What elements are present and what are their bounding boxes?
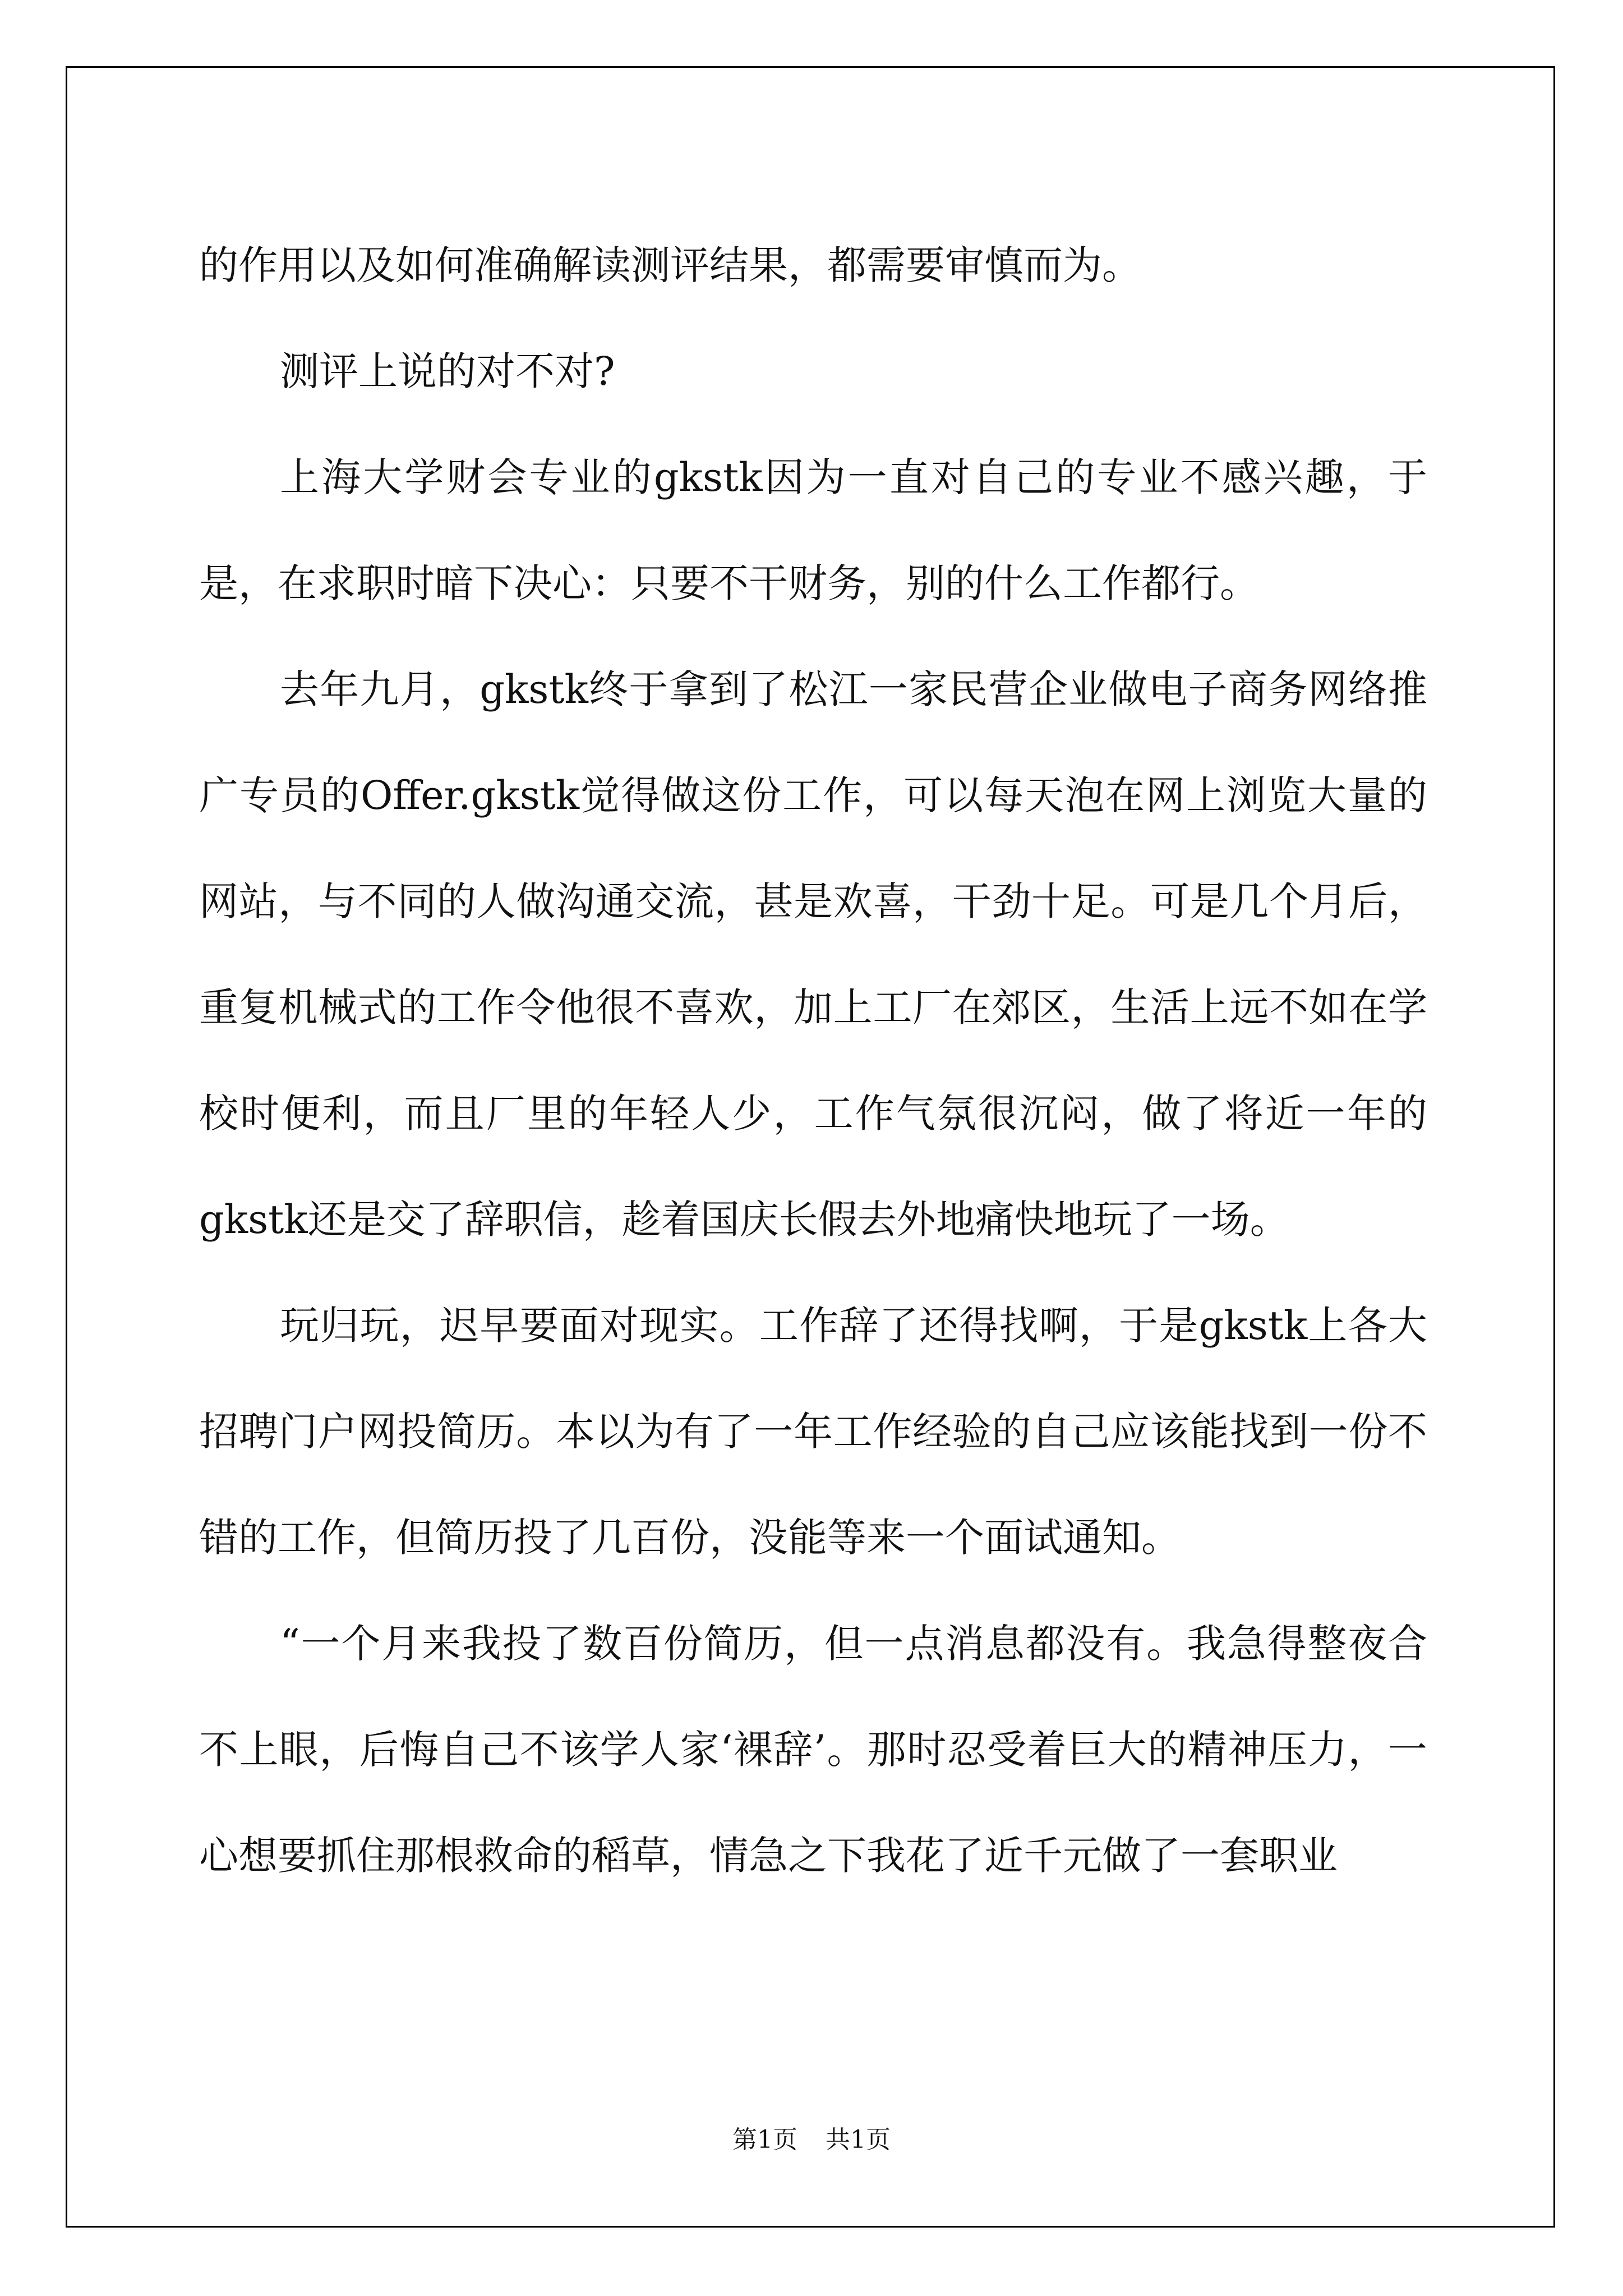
paragraph: “一个月来我投了数百份简历，但一点消息都没有。我急得整夜合不上眼，后悔自己不该学人家‘裸辞’。那时忍受着巨大的精神压力，一心想要抓住那根救命的稻草，情急之下我花了近千元做了一套职业: [199, 1621, 1427, 1879]
paragraph: 玩归玩，迟早要面对现实。工作辞了还得找啊，于是gkstk上各大招聘门户网投简历。本以为有了一年工作经验的自己应该能找到一份不错的工作，但简历投了几百份，没能等来一个面试通知。: [199, 1303, 1427, 1561]
document-body: [199, 213, 1427, 1909]
page-number: 第1页: [732, 2125, 797, 2154]
paragraph: 测评上说的对不对?: [280, 348, 615, 394]
paragraph: 的作用以及如何准确解读测评结果，都需要审慎而为。: [199, 242, 1141, 288]
page-total: 共1页: [826, 2125, 891, 2154]
paragraph: 上海大学财会专业的gkstk因为一直对自己的专业不感兴趣，于是，在求职时暗下决心：只要不干财务，别的什么工作都行。: [199, 454, 1427, 606]
paragraph: 去年九月，gkstk终于拿到了松江一家民营企业做电子商务网络推广专员的Offer.gkstk觉得做这份工作，可以每天泡在网上浏览大量的网站，与不同的人做沟通交流，甚是欢喜，干劲十足。可是几个月后，重复机械式的工作令他很不喜欢，加上工厂在郊区，生活上远不如在学校时便利，而且厂里的年轻人少，工作气氛很沉闷，做了将近一年的gkstk还是交了辞职信，趁着国庆长假去外地痛快地玩了一场。: [199, 666, 1427, 1243]
page-footer: [0, 2124, 1623, 2156]
